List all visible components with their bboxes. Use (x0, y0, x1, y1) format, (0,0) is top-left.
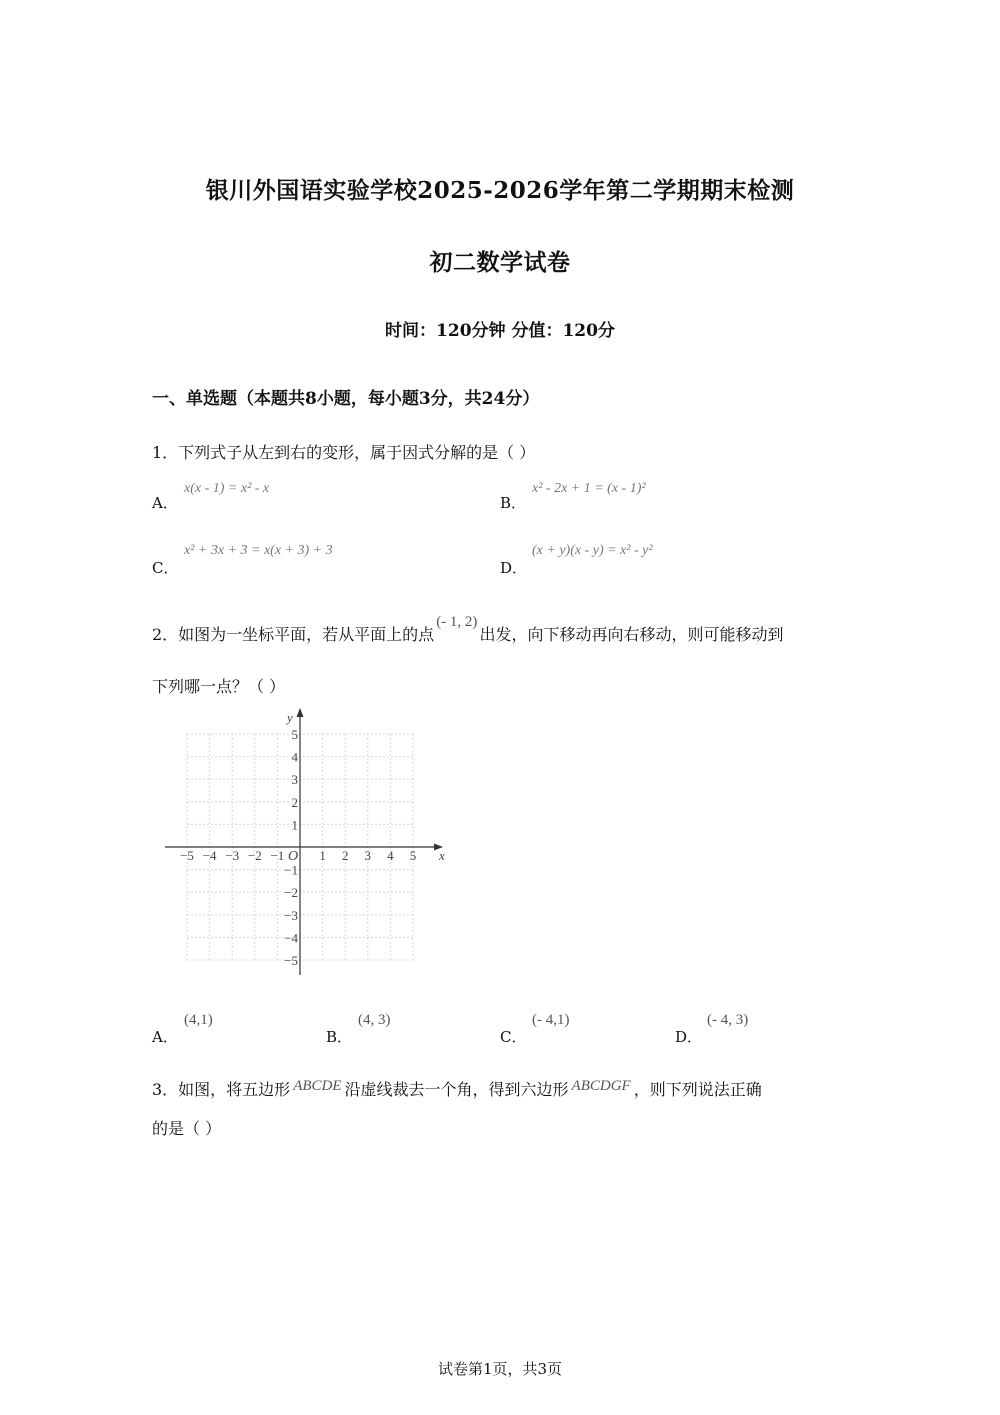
q1-option-c-label: C． (152, 559, 179, 577)
q1-option-d-expr: (x + y)(x - y) = x² - y² (532, 543, 653, 558)
y-axis-label: y (287, 710, 293, 725)
q3-stem-part3: ，则下列说法正确 (633, 1080, 762, 1099)
q2-option-a-expr: (4,1) (184, 1012, 213, 1028)
q2-stem-part1: 2．如图为一坐标平面，若从平面上的点 (152, 625, 435, 644)
section-heading: 一、单选题（本题共8小题，每小题3分，共24分） (152, 389, 540, 409)
coordinate-plane (160, 705, 450, 985)
x-tick-label: −5 (180, 848, 194, 863)
q2-start-point: (- 1, 2) (436, 614, 478, 630)
x-axis-label: x (439, 848, 445, 863)
y-tick-label: 5 (291, 727, 298, 742)
tick-labels (180, 710, 445, 968)
q1-option-b-label: B． (500, 494, 527, 512)
x-tick-label: −2 (247, 848, 262, 863)
q3-hexagon-name: ABCDGF (571, 1078, 631, 1094)
x-tick-label: 3 (364, 848, 372, 863)
x-tick-label: 1 (319, 848, 326, 863)
y-tick-label: 1 (291, 817, 298, 833)
x-tick-label: −4 (202, 848, 217, 863)
q2-option-c-label: C． (500, 1028, 527, 1046)
q2-stem-line1 (152, 614, 784, 645)
q1-option-b-expr: x² - 2x + 1 = (x - 1)² (532, 481, 646, 496)
exam-title-line2: 初二数学试卷 (429, 249, 571, 276)
y-tick-label: 3 (291, 772, 298, 788)
axes (165, 708, 443, 975)
q2-option-b-label: B． (326, 1028, 353, 1046)
exam-meta: 时间：120分钟 分值：120分 (385, 321, 615, 341)
x-tick-label: 2 (341, 848, 349, 863)
y-tick-label: −4 (284, 930, 298, 946)
q2-option-b-expr: (4, 3) (358, 1012, 391, 1028)
origin-label: O (288, 849, 299, 864)
q1-stem: 1．下列式子从左到右的变形，属于因式分解的是（ ） (152, 443, 536, 462)
q3-stem-line1 (152, 1077, 762, 1100)
q1-option-d-label: D． (500, 559, 528, 577)
x-tick-label: −3 (225, 848, 240, 863)
y-tick-label: 4 (291, 749, 298, 765)
y-tick-label: −1 (284, 862, 298, 878)
q2-option-d-label: D． (675, 1028, 703, 1046)
q2-option-c-expr: (- 4,1) (532, 1012, 570, 1028)
y-tick-label: −3 (284, 907, 298, 923)
q2-option-d-expr: (- 4, 3) (707, 1012, 749, 1028)
y-tick-label: 2 (291, 794, 298, 810)
x-tick-label: 5 (409, 848, 417, 863)
q1-option-c-expr: x² + 3x + 3 = x(x + 3) + 3 (184, 543, 333, 558)
q2-stem-part2: 出发，向下移动再向右移动，则可能移动到 (479, 625, 784, 644)
x-tick-label: 4 (387, 848, 394, 863)
y-tick-label: −5 (284, 953, 298, 968)
q3-pentagon-name: ABCDE (293, 1078, 342, 1094)
q2-option-a-label: A． (152, 1028, 178, 1046)
exam-title-line1: 银川外国语实验学校2025-2026学年第二学期期末检测 (205, 177, 795, 204)
q3-stem-line2: 的是（ ） (152, 1119, 222, 1138)
q1-option-a-label: A． (152, 494, 178, 512)
q2-stem-line2: 下列哪一点？（ ） (152, 677, 286, 696)
q3-stem-part1: 3．如图，将五边形 (152, 1080, 291, 1099)
page-footer: 试卷第1页，共3页 (437, 1360, 563, 1378)
q3-stem-part2: 沿虚线裁去一个角，得到六边形 (344, 1080, 569, 1099)
y-tick-label: −2 (284, 885, 298, 901)
q1-option-a-expr: x(x - 1) = x² - x (184, 481, 270, 496)
x-tick-label: −1 (270, 848, 285, 863)
y-axis-arrow (297, 708, 304, 717)
